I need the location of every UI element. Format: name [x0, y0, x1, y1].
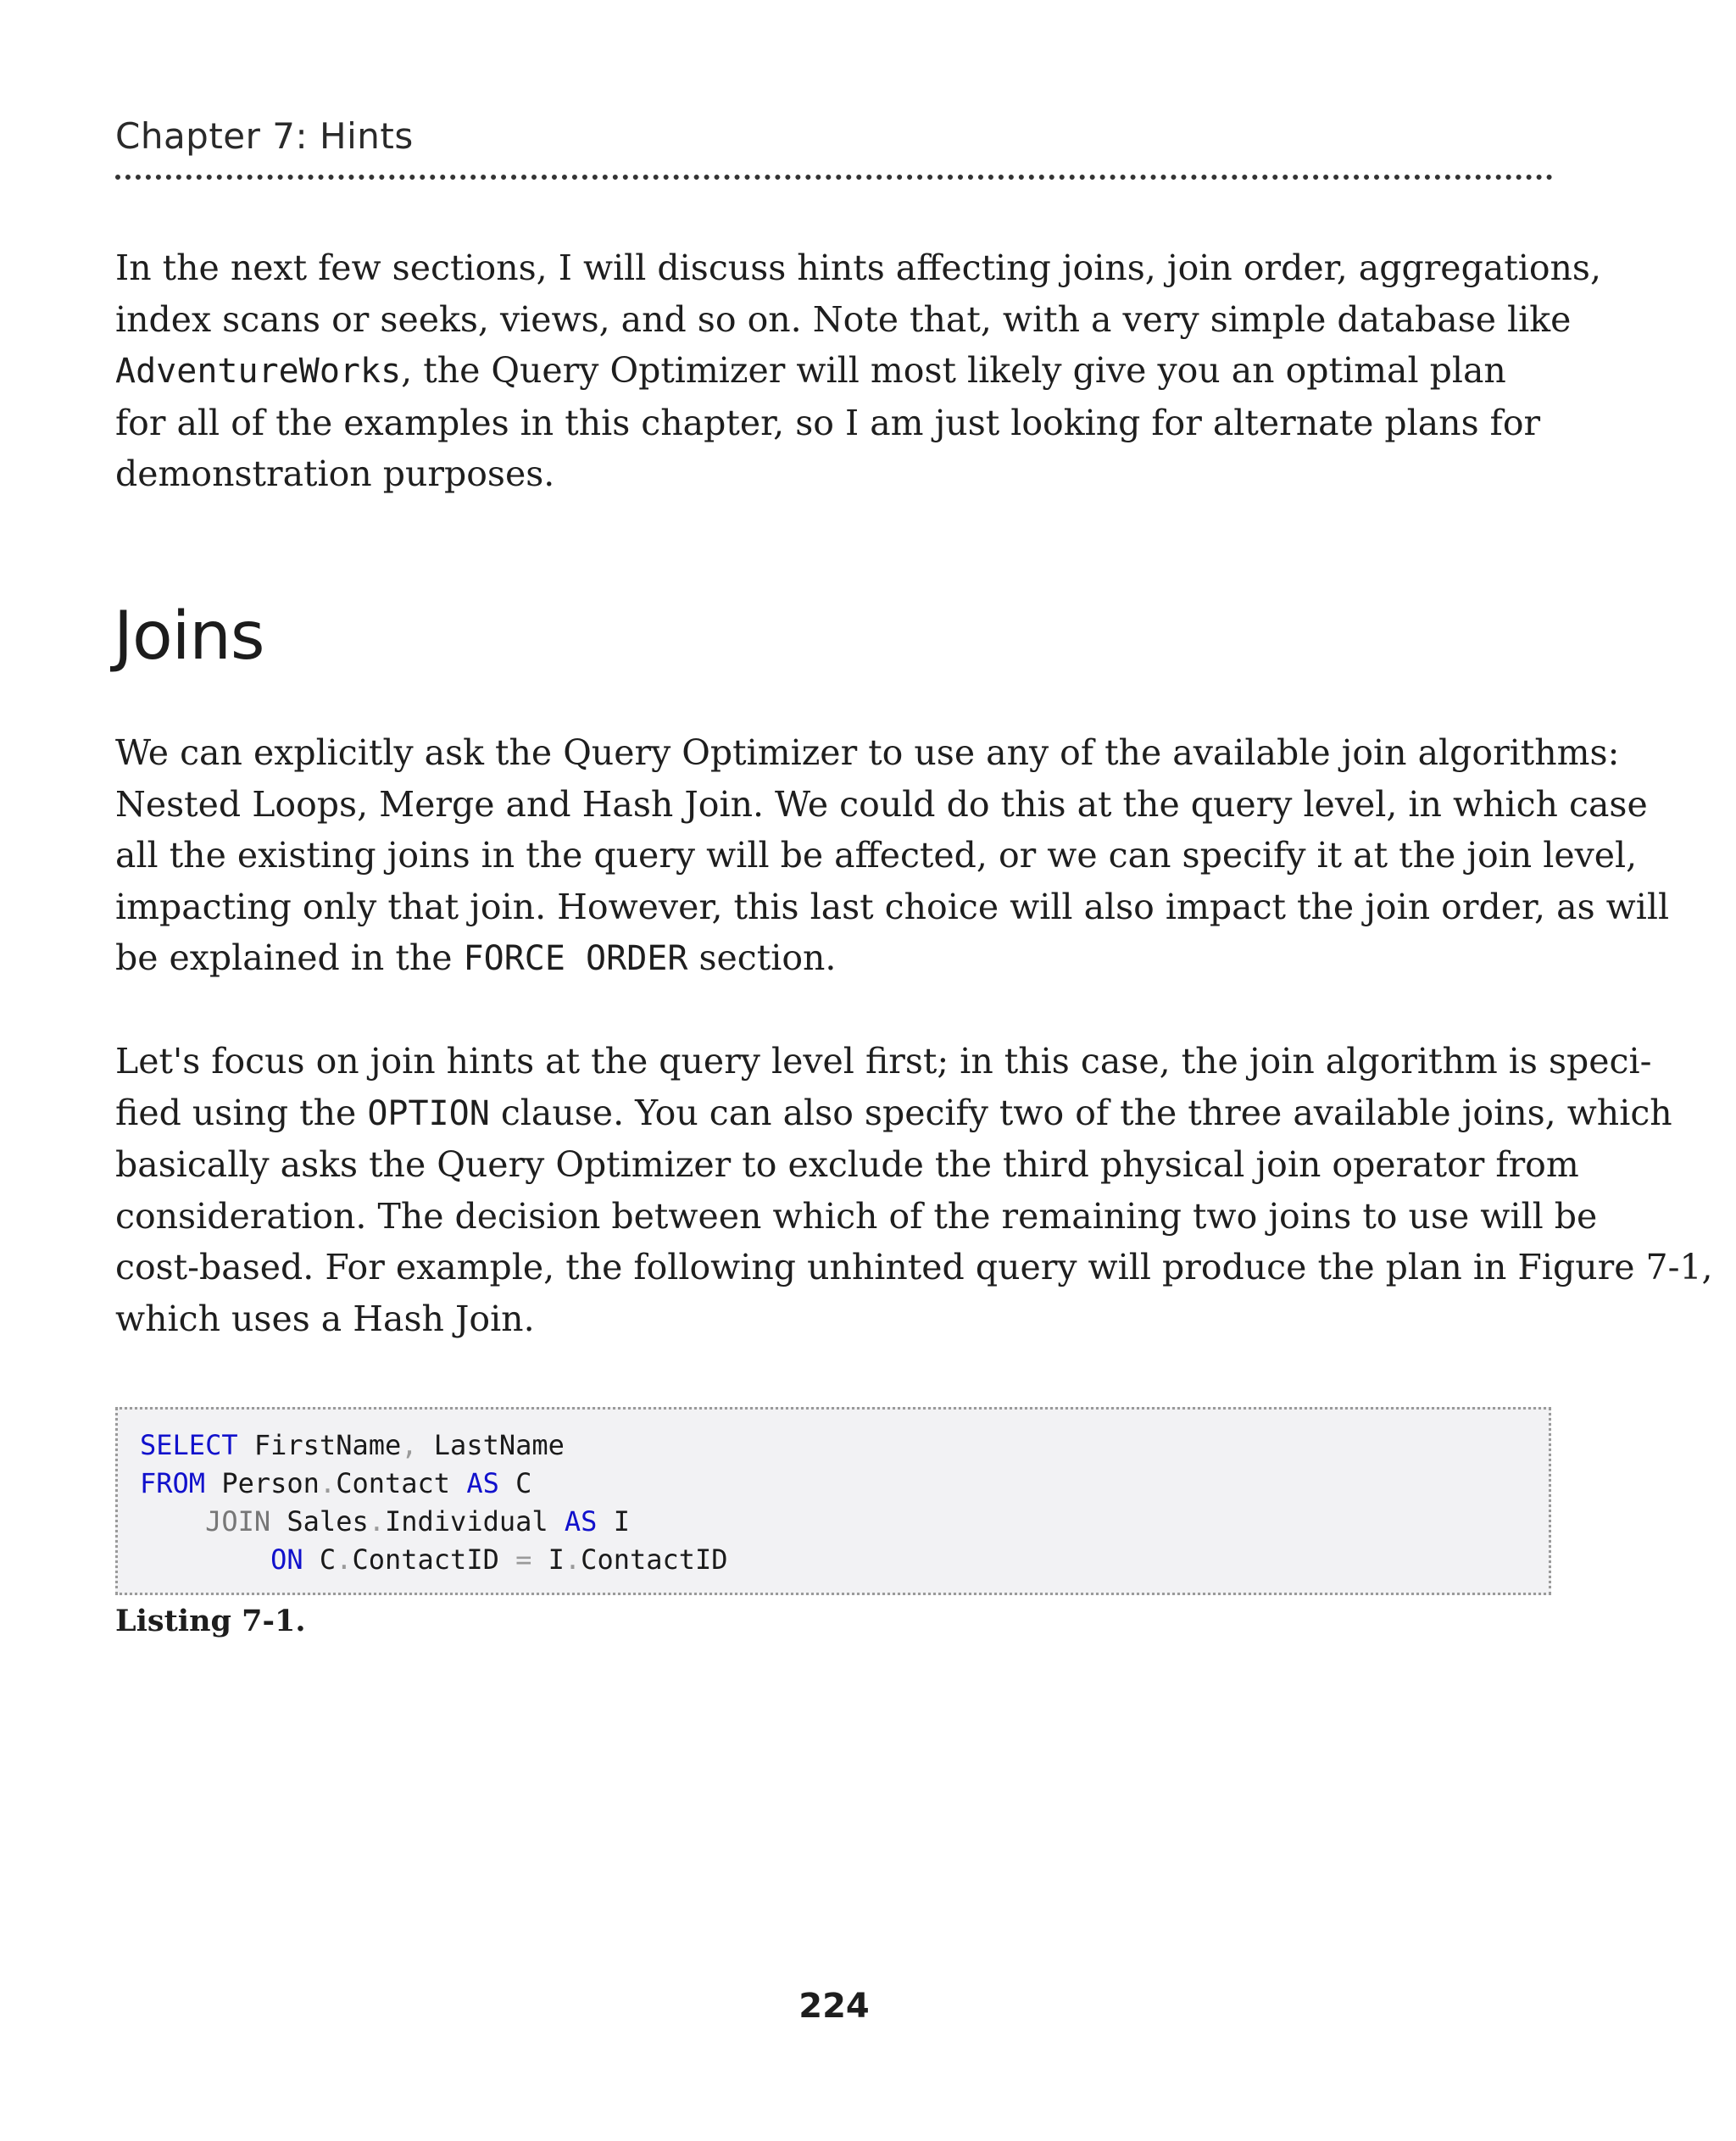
sql-keyword: AS [466, 1467, 499, 1499]
joins-paragraph-2 [115, 1036, 1713, 1344]
sql-punctuation: , [401, 1429, 418, 1461]
text-line: Nested Loops, Merge and Hash Join. We could do this at the query level, in which case [115, 783, 1648, 825]
sql-punctuation: . [368, 1505, 385, 1538]
sql-identifier: Sales [270, 1505, 369, 1538]
text-line: Let's focus on join hints at the query level first; in this case, the join algorithm is speci- [115, 1041, 1652, 1082]
text-line: In the next few sections, I will discuss hints affecting joins, join order, aggregations, [115, 247, 1602, 288]
joins-paragraph-1 [115, 727, 1670, 985]
sql-code [140, 1426, 728, 1579]
text-line [115, 932, 1556, 985]
text-line: impacting only that join. However, this last choice will also impact the join order, as will [115, 886, 1670, 927]
text-fragment: section. [687, 937, 837, 978]
sql-keyword: AS [564, 1505, 598, 1538]
text-line: which uses a Hash Join. [115, 1298, 535, 1339]
header-divider [115, 175, 1553, 180]
sql-punctuation: . [319, 1467, 337, 1499]
sql-identifier: ContactID [352, 1543, 516, 1576]
text-line: We can explicitly ask the Query Optimizer to use any of the available join algorithms: [115, 732, 1620, 773]
sql-identifier: Person [205, 1467, 320, 1499]
inline-code: AdventureWorks [115, 352, 402, 391]
text-line: all the existing joins in the query will be affected, or we can specify it at the join level, [115, 835, 1638, 876]
sql-identifier: C [303, 1543, 337, 1576]
sql-keyword: JOIN [205, 1505, 271, 1538]
sql-keyword: ON [270, 1543, 303, 1576]
sql-identifier: C [498, 1467, 532, 1499]
page-number: 224 [798, 1987, 870, 2026]
running-head: Chapter 7: Hints [115, 115, 414, 157]
text-line: basically asks the Query Optimizer to exclude the third physical join operator from [115, 1144, 1579, 1185]
sql-identifier: I [597, 1505, 630, 1538]
text-fragment: be explained in the [115, 937, 464, 978]
text-fragment: , the Query Optimizer will most likely give you an optimal plan [401, 350, 1506, 391]
inline-code: FORCE ORDER [463, 939, 688, 978]
text-line [115, 1087, 1672, 1140]
sql-operator: = [515, 1543, 532, 1576]
text-line: consideration. The decision between which of the remaining two joins to use will be [115, 1195, 1598, 1237]
text-line: for all of the examples in this chapter, so I am just looking for alternate plans for [115, 402, 1541, 443]
sql-identifier: ContactID [581, 1543, 728, 1576]
sql-keyword: FROM [140, 1467, 206, 1499]
text-fragment: fied using the [115, 1092, 368, 1133]
sql-identifier: Individual [384, 1505, 565, 1538]
listing-caption: Listing 7-1. [115, 1604, 306, 1638]
sql-identifier: I [531, 1543, 565, 1576]
code-listing [115, 1407, 1551, 1595]
sql-punctuation: . [564, 1543, 581, 1576]
text-line [115, 345, 1556, 398]
sql-keyword: SELECT [140, 1429, 238, 1461]
inline-code: OPTION [367, 1093, 490, 1133]
section-heading: Joins [114, 598, 264, 675]
text-fragment: clause. You can also specify two of the three available joins, which [489, 1092, 1672, 1133]
sql-identifier: FirstName [237, 1429, 402, 1461]
sql-identifier: Contact [336, 1467, 467, 1499]
sql-identifier: LastName [417, 1429, 565, 1461]
text-line: cost-based. For example, the following unhinted query will produce the plan in Figure 7-1, [115, 1247, 1713, 1287]
text-line: index scans or seeks, views, and so on. Note that, with a very simple database like [115, 298, 1572, 340]
intro-paragraph [115, 242, 1602, 500]
text-line: demonstration purposes. [115, 453, 555, 494]
sql-punctuation: . [336, 1543, 353, 1576]
